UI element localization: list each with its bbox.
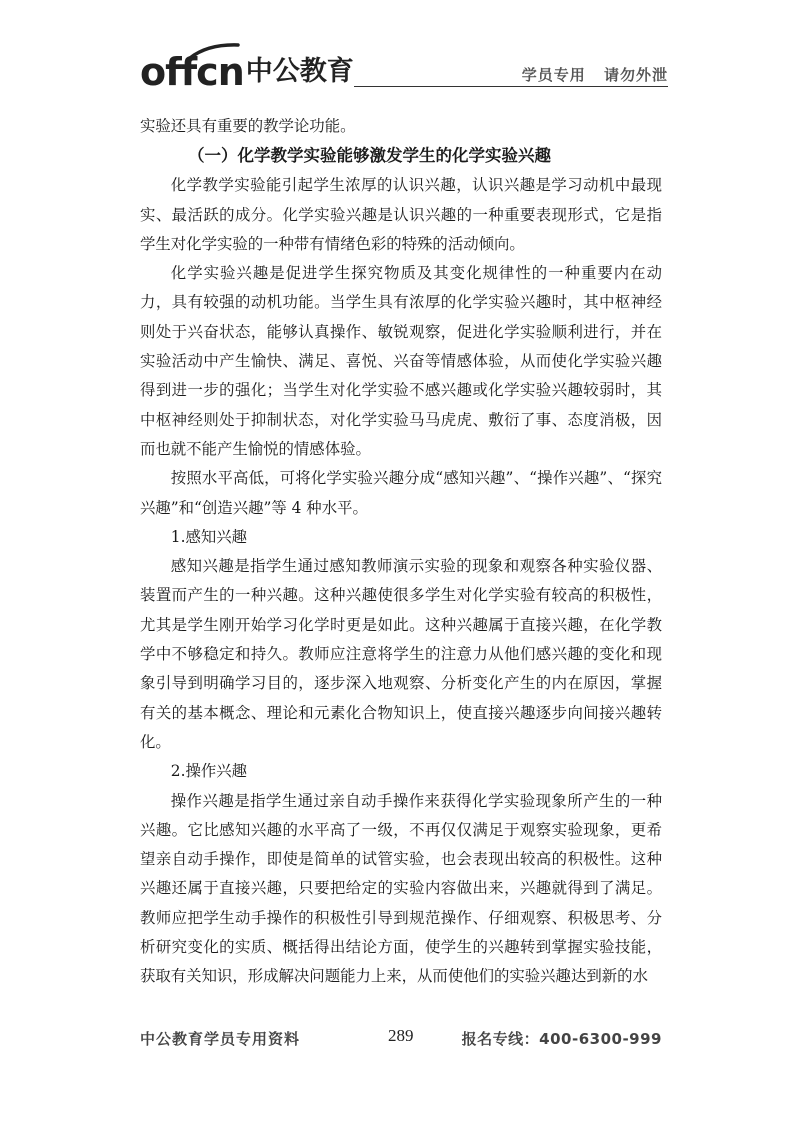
- page-header: [140, 38, 668, 94]
- subsection-2-title: 2.操作兴趣: [170, 762, 248, 781]
- header-rule: [354, 86, 668, 87]
- footer-material-label: 中公教育学员专用资料: [140, 1030, 301, 1048]
- subsection-1-text: 感知兴趣是指学生通过感知教师演示实验的现象和观察各种实验仪器、装置而产生的一种兴趣。这种兴趣使很多学生对化学实验有较高的积极性，尤其是学生刚开始学习化学时更是如此。这种兴趣属于直接兴趣，在化学教学中不够稳定和持久。教师应注意将学生的注意力从他们感兴趣的变化和现象引导到明确学习目的，逐步深入地观察、分析变化产生的内在原因，掌握有关的基本概念、理论和元素化合物知识上，使直接兴趣逐步向间接兴趣转化。: [140, 557, 662, 751]
- page-number: 289: [388, 1026, 414, 1045]
- offcn-logo: [140, 38, 354, 94]
- header-tag-students-only: 学员专用: [521, 66, 586, 84]
- logo-swoosh-icon: [188, 42, 240, 60]
- footer-hotline: 报名专线：400-6300-999: [461, 1030, 662, 1048]
- header-tag-do-not-leak: 请勿外泄: [603, 66, 668, 84]
- page-body: [140, 112, 662, 992]
- logo-chinese-text: 中公教育: [245, 56, 354, 87]
- paragraph-1: 化学教学实验能引起学生浓厚的认识兴趣，认识兴趣是学习动机中最现实、最活跃的成分。化学实验兴趣是认识兴趣的一种重要表现形式，它是指学生对化学实验的一种带有情绪色彩的特殊的活动倾向。: [140, 176, 662, 253]
- paragraph-3: 按照水平高低，可将化学实验兴趣分成“感知兴趣”、“操作兴趣”、“探究兴趣”和“创造兴趣”等 4 种水平。: [140, 469, 662, 517]
- header-confidential-tags: [522, 64, 668, 85]
- subsection-1-title: 1.感知兴趣: [170, 527, 248, 546]
- logo-latin-text: offcn: [140, 50, 244, 94]
- intro-line: 实验还具有重要的教学论功能。: [140, 117, 356, 135]
- paragraph-2: 化学实验兴趣是促进学生探究物质及其变化规律性的一种重要内在动力，具有较强的动机功能。当学生具有浓厚的化学实验兴趣时，其中枢神经则处于兴奋状态，能够认真操作、敏锐观察，促进化学实验顺利进行，并在实验活动中产生愉快、满足、喜悦、兴奋等情感体验，从而使化学实验兴趣得到进一步的强化；当学生对化学实验不感兴趣或化学实验兴趣较弱时，其中枢神经则处于抑制状态，对化学实验马马虎虎、敷衍了事、态度消极，因而也就不能产生愉悦的情感体验。: [140, 264, 662, 458]
- section-title: （一）化学教学实验能够激发学生的化学实验兴趣: [188, 146, 551, 166]
- subsection-2-text: 操作兴趣是指学生通过亲自动手操作来获得化学实验现象所产生的一种兴趣。它比感知兴趣的水平高了一级，不再仅仅满足于观察实验现象，更希望亲自动手操作，即使是简单的试管实验，也会表现出较高的积极性。这种兴趣还属于直接兴趣，只要把给定的实验内容做出来，兴趣就得到了满足。教师应把学生动手操作的积极性引导到规范操作、仔细观察、积极思考、分析研究变化的实质、概括得出结论方面，使学生的兴趣转到掌握实验技能，获取有关知识，形成解决问题能力上来，从而使他们的实验兴趣达到新的水: [140, 791, 662, 986]
- page-footer: [140, 1028, 662, 1052]
